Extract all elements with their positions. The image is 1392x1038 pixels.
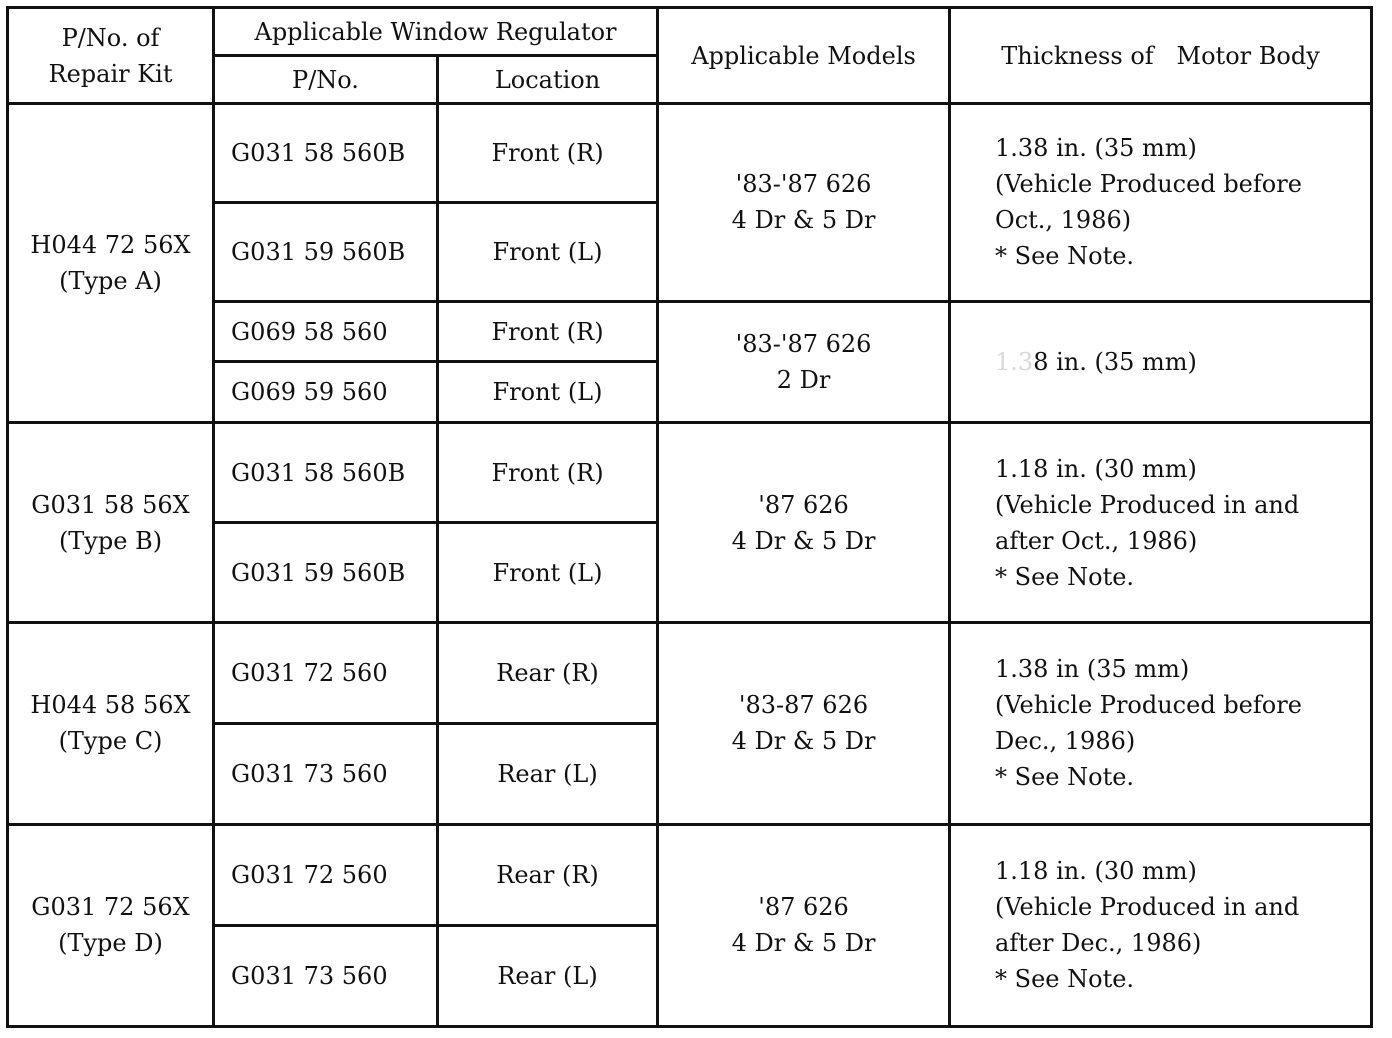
models-cell <box>658 423 950 623</box>
thickness-line: Oct., 1986) <box>995 206 1132 235</box>
thickness-line: Dec., 1986) <box>995 727 1136 756</box>
repair-kit-cell <box>8 623 214 825</box>
repair-kit-number: H044 72 56X <box>30 231 191 260</box>
regulator-pno-cell: G031 58 560B <box>214 104 438 203</box>
models-line: 4 Dr & 5 Dr <box>731 727 876 756</box>
thickness-cell <box>950 104 1372 302</box>
thickness-line: after Dec., 1986) <box>995 929 1202 958</box>
thickness-note: * See Note. <box>995 965 1135 994</box>
regulator-location-cell: Rear (R) <box>438 824 658 925</box>
header-thickness-label: Thickness of Motor Body <box>1001 41 1320 70</box>
header-repair-kit-line-2: Repair Kit <box>48 59 173 88</box>
header-regulator-location: Location <box>438 56 658 104</box>
thickness-visible-text: 8 in. (35 mm) <box>1033 347 1197 376</box>
models-cell <box>658 623 950 825</box>
header-window-regulator: Applicable Window Regulator <box>214 8 658 56</box>
models-line: 4 Dr & 5 Dr <box>731 526 876 555</box>
models-line: '83-87 626 <box>738 691 869 720</box>
thickness-line: (Vehicle Produced before <box>995 170 1302 199</box>
repair-kit-number: G031 58 56X <box>31 490 190 519</box>
models-line: 2 Dr <box>776 365 831 394</box>
thickness-line: 1.18 in. (30 mm) <box>995 857 1197 886</box>
thickness-line: after Oct., 1986) <box>995 526 1198 555</box>
thickness-line: 1.38 in (35 mm) <box>995 655 1190 684</box>
models-cell <box>658 104 950 302</box>
repair-kit-type: (Type A) <box>59 267 162 296</box>
regulator-location-cell: Front (R) <box>438 104 658 203</box>
thickness-line: 1.38 in. (35 mm) <box>995 134 1197 163</box>
repair-kit-cell <box>8 423 214 623</box>
repair-kit-cell <box>8 824 214 1026</box>
thickness-line: 1.18 in. (30 mm) <box>995 454 1197 483</box>
regulator-pno-cell: G031 58 560B <box>214 423 438 523</box>
thickness-faded-text: 1.3 <box>995 347 1034 376</box>
thickness-cell <box>950 423 1372 623</box>
models-line: 4 Dr & 5 Dr <box>731 206 876 235</box>
models-line: '83-'87 626 <box>735 170 872 199</box>
regulator-pno-cell: G031 72 560 <box>214 623 438 724</box>
table-body <box>8 104 1372 1027</box>
repair-kit-number: G031 72 56X <box>31 893 190 922</box>
thickness-note: * See Note. <box>995 562 1135 591</box>
repair-kit-table <box>6 6 1373 1028</box>
header-regulator-pno: P/No. <box>214 56 438 104</box>
table-header <box>8 8 1372 104</box>
models-line: '87 626 <box>758 490 849 519</box>
thickness-line <box>995 344 1370 380</box>
thickness-cell <box>950 623 1372 825</box>
table-row <box>8 824 1372 925</box>
thickness-line: (Vehicle Produced in and <box>995 490 1300 519</box>
header-applicable-models: Applicable Models <box>658 8 950 104</box>
thickness-cell <box>950 824 1372 1026</box>
regulator-location-cell: Rear (R) <box>438 623 658 724</box>
header-repair-kit <box>8 8 214 104</box>
regulator-pno-cell: G069 58 560 <box>214 301 438 362</box>
regulator-pno-cell: G031 59 560B <box>214 523 438 623</box>
thickness-note: * See Note. <box>995 763 1135 792</box>
repair-kit-type: (Type C) <box>58 727 163 756</box>
header-thickness <box>950 8 1372 104</box>
document-page <box>6 6 1370 1028</box>
header-repair-kit-line-1: P/No. of <box>61 23 160 52</box>
models-cell <box>658 301 950 422</box>
table-row <box>8 423 1372 523</box>
regulator-location-cell: Front (L) <box>438 523 658 623</box>
thickness-note: * See Note. <box>995 242 1135 271</box>
models-line: '83-'87 626 <box>735 329 872 358</box>
regulator-location-cell: Rear (L) <box>438 925 658 1026</box>
regulator-location-cell: Front (L) <box>438 202 658 301</box>
regulator-pno-cell: G031 72 560 <box>214 824 438 925</box>
regulator-location-cell: Front (R) <box>438 423 658 523</box>
repair-kit-number: H044 58 56X <box>30 691 191 720</box>
regulator-location-cell: Front (L) <box>438 362 658 423</box>
table-row <box>8 104 1372 203</box>
table-row <box>8 623 1372 724</box>
regulator-location-cell: Rear (L) <box>438 723 658 824</box>
repair-kit-type: (Type B) <box>58 526 163 555</box>
models-line: '87 626 <box>758 893 849 922</box>
thickness-line: (Vehicle Produced before <box>995 691 1302 720</box>
thickness-line: (Vehicle Produced in and <box>995 893 1300 922</box>
models-cell <box>658 824 950 1026</box>
repair-kit-type: (Type D) <box>58 929 163 958</box>
regulator-pno-cell: G031 73 560 <box>214 723 438 824</box>
regulator-pno-cell: G031 59 560B <box>214 202 438 301</box>
repair-kit-cell <box>8 104 214 423</box>
regulator-pno-cell: G069 59 560 <box>214 362 438 423</box>
models-line: 4 Dr & 5 Dr <box>731 929 876 958</box>
regulator-location-cell: Front (R) <box>438 301 658 362</box>
regulator-pno-cell: G031 73 560 <box>214 925 438 1026</box>
thickness-cell <box>950 301 1372 422</box>
